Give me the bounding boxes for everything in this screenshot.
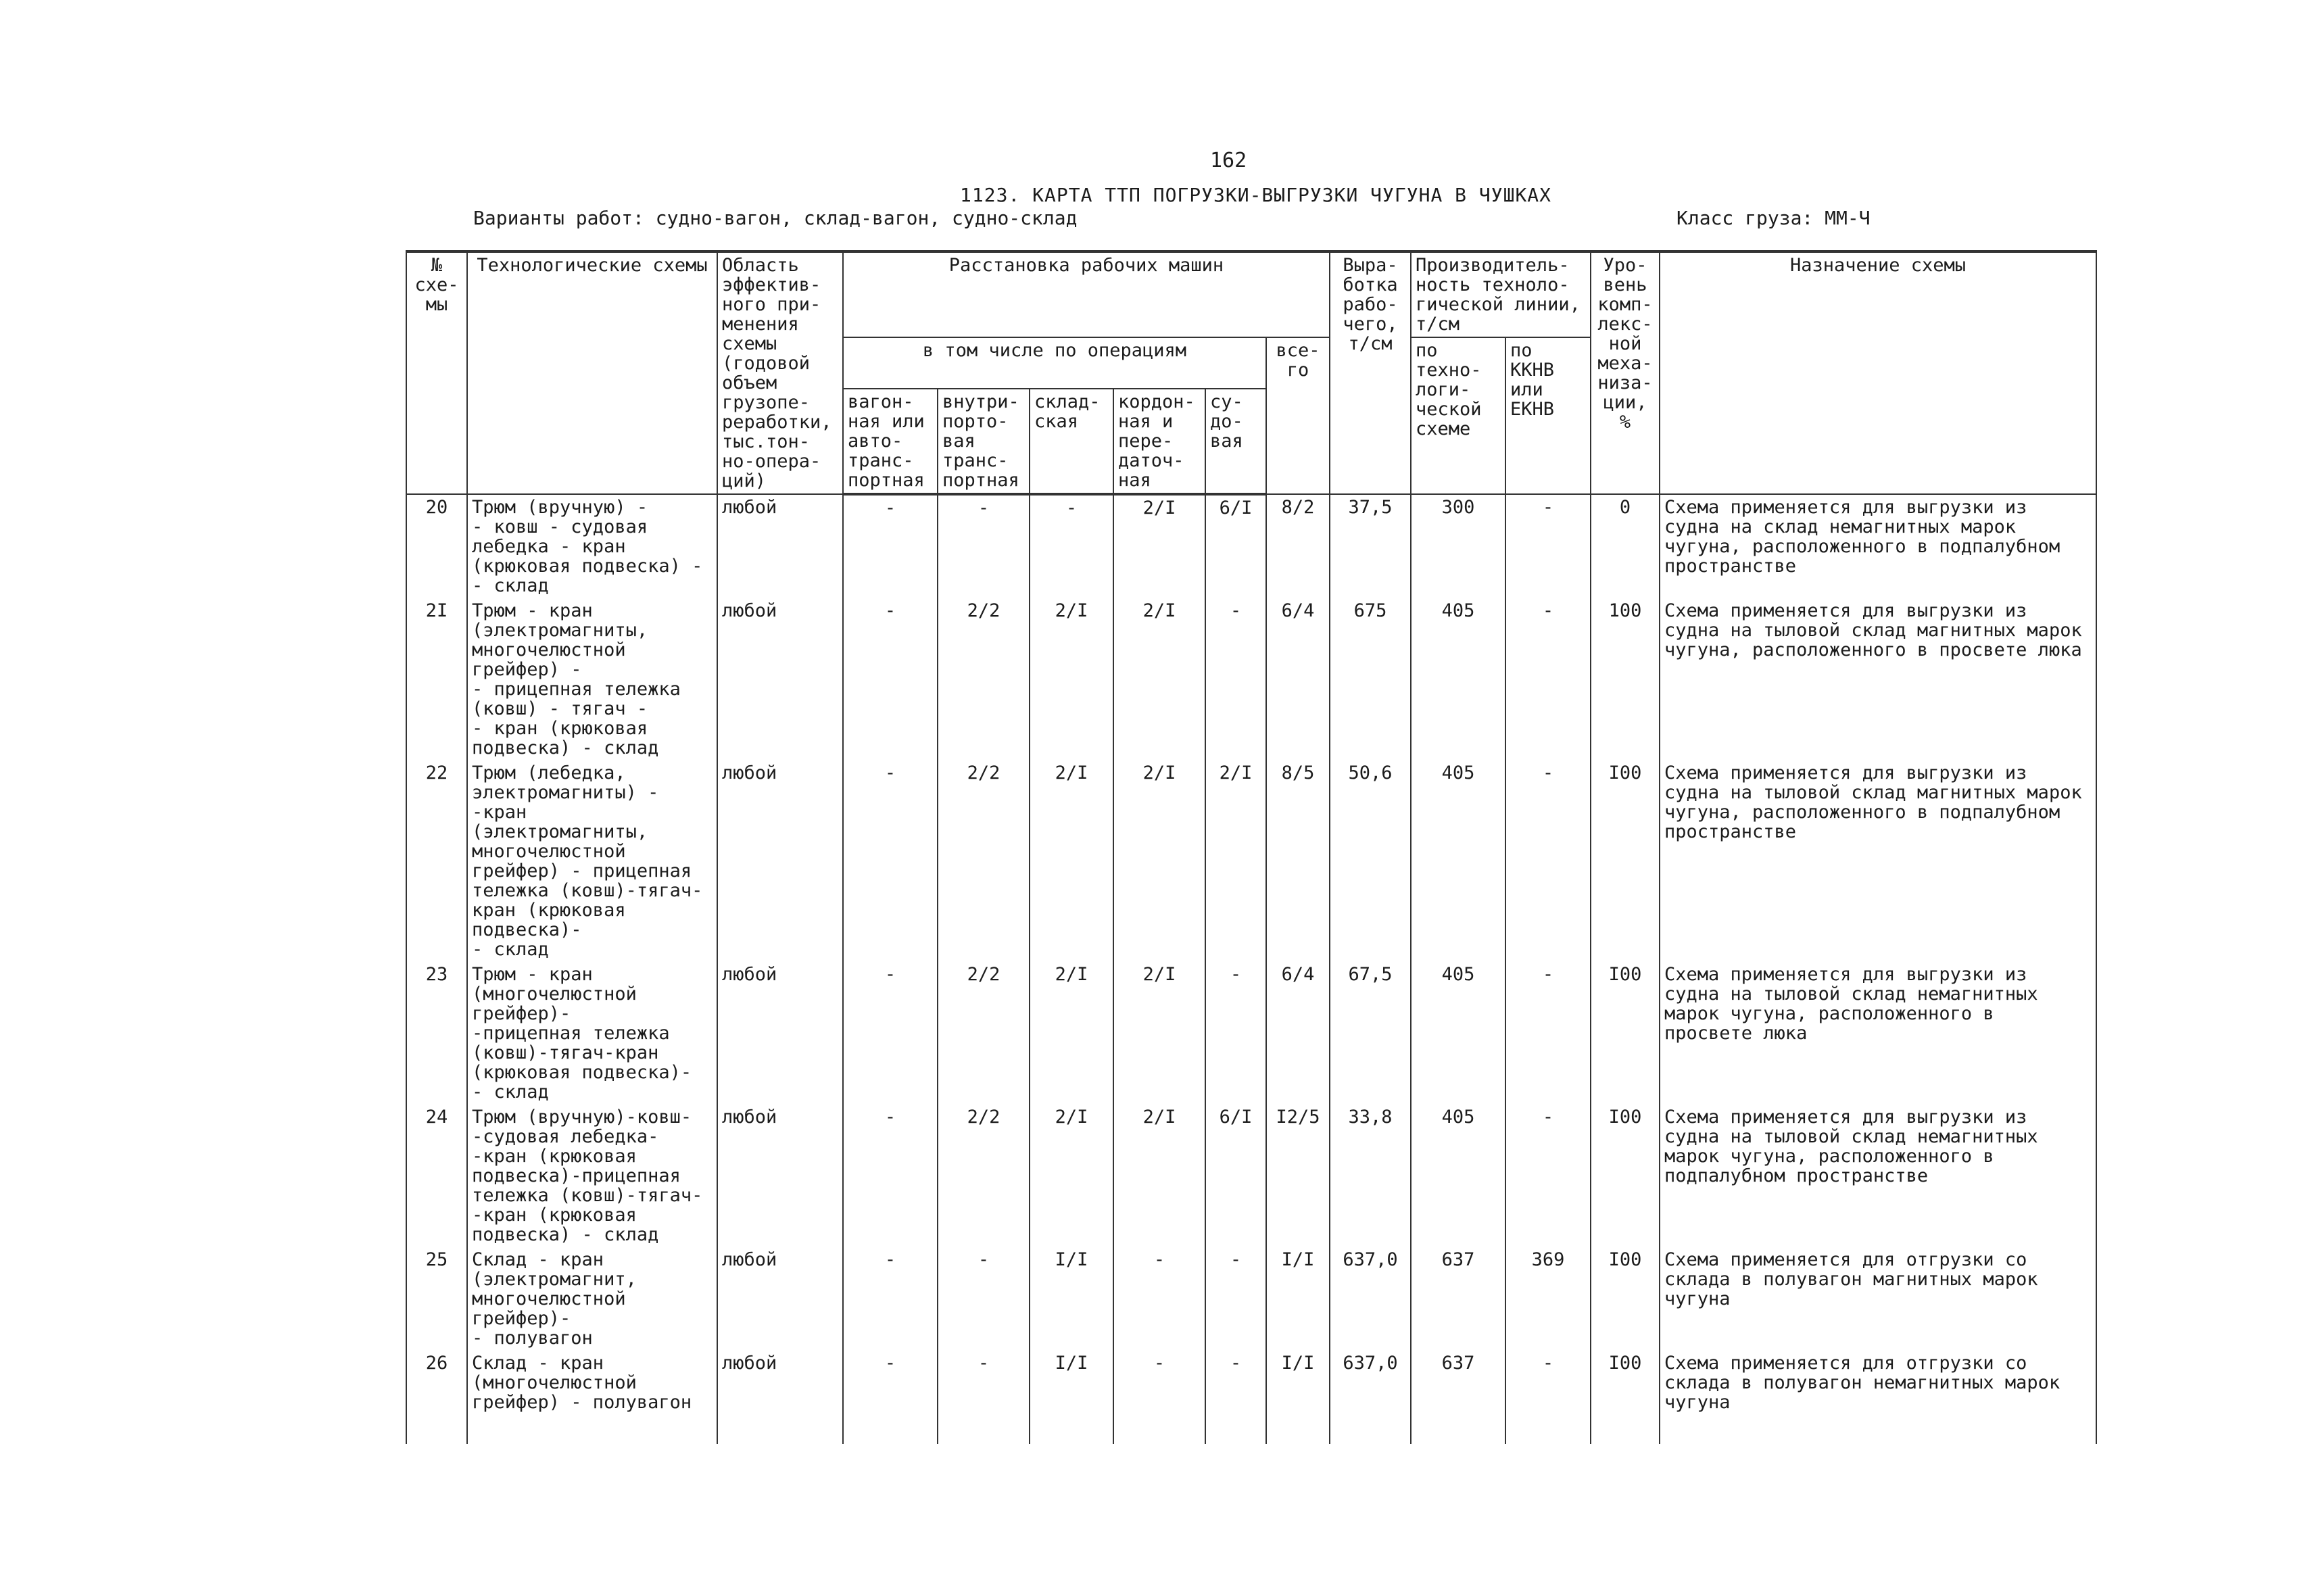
table-row bbox=[406, 760, 2096, 962]
op-kordon-value: - bbox=[1113, 1247, 1205, 1351]
col-header-op-internal: внутри-порто-вая транс-портная bbox=[938, 389, 1030, 494]
prod-scheme-value: 405 bbox=[1411, 962, 1505, 1105]
op-kordon-value: 2/I bbox=[1113, 1105, 1205, 1247]
scheme-number: 26 bbox=[406, 1351, 467, 1444]
output-value: 675 bbox=[1330, 598, 1411, 760]
mech-level-value: I00 bbox=[1591, 1105, 1660, 1247]
op-warehouse-value: 2/I bbox=[1030, 760, 1113, 962]
op-ship-value: - bbox=[1205, 962, 1266, 1105]
scheme-description: Трюм (вручную)-ковш- -судовая лебедка- -кран (крюковая подвеска)-прицепная тележка (ковш)-тягач- -кран (крюковая подвеска) - склад bbox=[467, 1105, 717, 1247]
scheme-purpose: Схема применяется для отгрузки со склада в полувагон магнитных марок чугуна bbox=[1660, 1247, 2096, 1351]
col-header-by-operations: в том числе по операциям bbox=[843, 337, 1266, 389]
table-row bbox=[406, 1105, 2096, 1247]
scheme-description: Склад - кран (многочелюстной грейфер) - полувагон bbox=[467, 1351, 717, 1444]
mech-level-value: I00 bbox=[1591, 760, 1660, 962]
op-internal-value: 2/2 bbox=[938, 760, 1030, 962]
application-area: любой bbox=[717, 1105, 843, 1247]
prod-kknv-value: - bbox=[1505, 598, 1591, 760]
op-warehouse-value: I/I bbox=[1030, 1247, 1113, 1351]
op-internal-value: - bbox=[938, 494, 1030, 598]
prod-kknv-value: - bbox=[1505, 760, 1591, 962]
scheme-description: Трюм - кран (многочелюстной грейфер)- -прицепная тележка (ковш)-тягач-кран (крюковая подвеска)- - склад bbox=[467, 962, 717, 1105]
prod-scheme-value: 405 bbox=[1411, 760, 1505, 962]
col-header-op-kordon: кордон-ная и пере-даточ-ная bbox=[1113, 389, 1205, 494]
application-area: любой bbox=[717, 1351, 843, 1444]
scheme-description: Трюм (вручную) - - ковш - судовая лебедка - кран (крюковая подвеска) - - склад bbox=[467, 494, 717, 598]
op-ship-value: - bbox=[1205, 1247, 1266, 1351]
output-value: 33,8 bbox=[1330, 1105, 1411, 1247]
op-ship-value: - bbox=[1205, 1351, 1266, 1444]
mech-level-value: 100 bbox=[1591, 598, 1660, 760]
op-warehouse-value: 2/I bbox=[1030, 1105, 1113, 1247]
op-total-value: I/I bbox=[1266, 1351, 1330, 1444]
output-value: 67,5 bbox=[1330, 962, 1411, 1105]
op-wagon-value: - bbox=[843, 1105, 938, 1247]
col-header-num: № схе-мы bbox=[406, 251, 467, 494]
op-warehouse-value: - bbox=[1030, 494, 1113, 598]
col-header-op-wagon: вагон-ная или авто-транс-портная bbox=[843, 389, 938, 494]
prod-kknv-value: - bbox=[1505, 494, 1591, 598]
op-ship-value: - bbox=[1205, 598, 1266, 760]
prod-scheme-value: 300 bbox=[1411, 494, 1505, 598]
col-header-op-total: все-го bbox=[1266, 337, 1330, 494]
op-internal-value: 2/2 bbox=[938, 962, 1030, 1105]
prod-kknv-value: 369 bbox=[1505, 1247, 1591, 1351]
op-internal-value: - bbox=[938, 1247, 1030, 1351]
scheme-number: 22 bbox=[406, 760, 467, 962]
application-area: любой bbox=[717, 760, 843, 962]
table-row bbox=[406, 1247, 2096, 1351]
mech-level-value: 0 bbox=[1591, 494, 1660, 598]
scheme-description: Склад - кран (электромагнит, многочелюстной грейфер)- - полувагон bbox=[467, 1247, 717, 1351]
col-header-prod-kknv: по ККНВ или ЕКНВ bbox=[1505, 337, 1591, 494]
scheme-description: Трюм - кран (электромагниты, многочелюстной грейфер) - - прицепная тележка (ковш) - тягач - - кран (крюковая подвеска) - склад bbox=[467, 598, 717, 760]
op-ship-value: 6/I bbox=[1205, 494, 1266, 598]
page-number: 162 bbox=[1210, 149, 1247, 172]
scheme-number: 24 bbox=[406, 1105, 467, 1247]
scheme-purpose: Схема применяется для выгрузки из судна на тыловой склад немагнитных марок чугуна, расположенного в подпалубном пространстве bbox=[1660, 1105, 2096, 1247]
op-ship-value: 6/I bbox=[1205, 1105, 1266, 1247]
op-wagon-value: - bbox=[843, 760, 938, 962]
table-row bbox=[406, 962, 2096, 1105]
op-wagon-value: - bbox=[843, 494, 938, 598]
op-internal-value: 2/2 bbox=[938, 598, 1030, 760]
col-header-op-warehouse: склад-ская bbox=[1030, 389, 1113, 494]
mech-level-value: I00 bbox=[1591, 1247, 1660, 1351]
op-total-value: I2/5 bbox=[1266, 1105, 1330, 1247]
op-kordon-value: 2/I bbox=[1113, 962, 1205, 1105]
op-total-value: 8/2 bbox=[1266, 494, 1330, 598]
prod-scheme-value: 637 bbox=[1411, 1247, 1505, 1351]
prod-kknv-value: - bbox=[1505, 962, 1591, 1105]
prod-kknv-value: - bbox=[1505, 1351, 1591, 1444]
scheme-description: Трюм (лебедка, электромагниты) - -кран (электромагниты, многочелюстной грейфер) - прицепная тележка (ковш)-тягач-кран (крюковая подвеска)- - склад bbox=[467, 760, 717, 962]
op-wagon-value: - bbox=[843, 1351, 938, 1444]
col-header-mech-level: Уро-вень комп-лекс-ной меха-низа-ции, % bbox=[1591, 251, 1660, 494]
output-value: 637,0 bbox=[1330, 1351, 1411, 1444]
op-warehouse-value: I/I bbox=[1030, 1351, 1113, 1444]
prod-kknv-value: - bbox=[1505, 1105, 1591, 1247]
col-header-output: Выра-ботка рабо-чего, т/см bbox=[1330, 251, 1411, 494]
op-kordon-value: 2/I bbox=[1113, 598, 1205, 760]
scheme-number: 20 bbox=[406, 494, 467, 598]
page-title: 1123. КАРТА ТТП ПОГРУЗКИ-ВЫГРУЗКИ ЧУГУНА В ЧУШКАХ bbox=[960, 184, 1552, 206]
scheme-number: 2I bbox=[406, 598, 467, 760]
mech-level-value: I00 bbox=[1591, 962, 1660, 1105]
application-area: любой bbox=[717, 598, 843, 760]
application-area: любой bbox=[717, 1247, 843, 1351]
op-kordon-value: 2/I bbox=[1113, 494, 1205, 598]
op-ship-value: 2/I bbox=[1205, 760, 1266, 962]
table-row bbox=[406, 598, 2096, 760]
scheme-purpose: Схема применяется для отгрузки со склада в полувагон немагнитных марок чугуна bbox=[1660, 1351, 2096, 1444]
op-warehouse-value: 2/I bbox=[1030, 962, 1113, 1105]
col-header-area: Область эффектив-ного при-менения схемы (годовой объем грузопе-реработки, тыс.тон-но-опера-ций) bbox=[717, 251, 843, 494]
op-internal-value: - bbox=[938, 1351, 1030, 1444]
op-warehouse-value: 2/I bbox=[1030, 598, 1113, 760]
scheme-number: 23 bbox=[406, 962, 467, 1105]
work-variants: Варианты работ: судно-вагон, склад-вагон, судно-склад bbox=[473, 207, 1078, 229]
col-header-prod-scheme: по техно-логи-ческой схеме bbox=[1411, 337, 1505, 494]
op-wagon-value: - bbox=[843, 962, 938, 1105]
output-value: 50,6 bbox=[1330, 760, 1411, 962]
cargo-class: Класс груза: ММ-Ч bbox=[1676, 207, 1871, 229]
op-wagon-value: - bbox=[843, 598, 938, 760]
col-header-scheme: Технологические схемы bbox=[467, 251, 717, 494]
tech-scheme-table bbox=[406, 250, 2097, 1444]
col-header-op-ship: су-до-вая bbox=[1205, 389, 1266, 494]
application-area: любой bbox=[717, 494, 843, 598]
mech-level-value: I00 bbox=[1591, 1351, 1660, 1444]
col-header-productivity: Производитель-ность техноло-гической линии, т/см bbox=[1411, 251, 1591, 337]
op-total-value: 6/4 bbox=[1266, 598, 1330, 760]
table-row bbox=[406, 1351, 2096, 1444]
col-header-placement: Расстановка рабочих машин bbox=[843, 251, 1330, 337]
output-value: 637,0 bbox=[1330, 1247, 1411, 1351]
application-area: любой bbox=[717, 962, 843, 1105]
col-header-purpose: Назначение схемы bbox=[1660, 251, 2096, 494]
op-wagon-value: - bbox=[843, 1247, 938, 1351]
table-row bbox=[406, 494, 2096, 598]
prod-scheme-value: 405 bbox=[1411, 1105, 1505, 1247]
op-total-value: 6/4 bbox=[1266, 962, 1330, 1105]
op-kordon-value: - bbox=[1113, 1351, 1205, 1444]
scheme-purpose: Схема применяется для выгрузки из судна на тыловой склад магнитных марок чугуна, расположенного в подпалубном пространстве bbox=[1660, 760, 2096, 962]
scheme-purpose: Схема применяется для выгрузки из судна на тыловой склад магнитных марок чугуна, расположенного в просвете люка bbox=[1660, 598, 2096, 760]
scheme-purpose: Схема применяется для выгрузки из судна на тыловой склад немагнитных марок чугуна, расположенного в просвете люка bbox=[1660, 962, 2096, 1105]
output-value: 37,5 bbox=[1330, 494, 1411, 598]
op-internal-value: 2/2 bbox=[938, 1105, 1030, 1247]
op-kordon-value: 2/I bbox=[1113, 760, 1205, 962]
prod-scheme-value: 637 bbox=[1411, 1351, 1505, 1444]
op-total-value: 8/5 bbox=[1266, 760, 1330, 962]
scheme-number: 25 bbox=[406, 1247, 467, 1351]
prod-scheme-value: 405 bbox=[1411, 598, 1505, 760]
op-total-value: I/I bbox=[1266, 1247, 1330, 1351]
scheme-purpose: Схема применяется для выгрузки из судна на склад немагнитных марок чугуна, расположенного в подпалубном пространстве bbox=[1660, 494, 2096, 598]
